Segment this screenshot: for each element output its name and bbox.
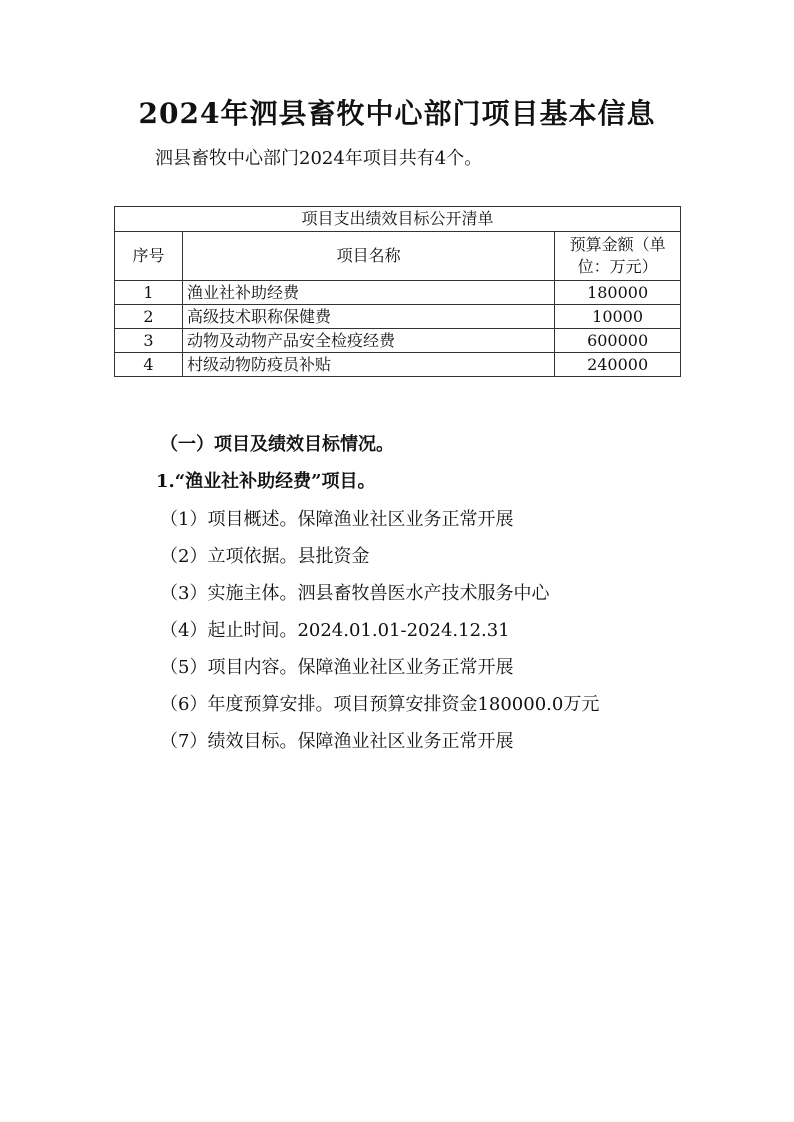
table-row <box>115 329 681 353</box>
row-no: 1 <box>115 281 183 305</box>
table-row <box>115 353 681 377</box>
row-name: 动物及动物产品安全检疫经费 <box>182 329 554 353</box>
row-name: 村级动物防疫员补贴 <box>182 353 554 377</box>
row-amount: 600000 <box>555 329 681 353</box>
project-item: （6）年度预算安排。项目预算安排资金180000.0万元 <box>160 694 600 715</box>
project-item: （3）实施主体。泗县畜牧兽医水产技术服务中心 <box>160 583 550 604</box>
header-no: 序号 <box>115 232 183 281</box>
project-item: （1）项目概述。保障渔业社区业务正常开展 <box>160 509 514 530</box>
project-item: （2）立项依据。县批资金 <box>160 546 370 567</box>
row-amount: 10000 <box>555 305 681 329</box>
page-title: 2024年泗县畜牧中心部门项目基本信息 <box>138 97 656 130</box>
project-item: （4）起止时间。2024.01.01-2024.12.31 <box>160 620 510 641</box>
project-item: （7）绩效目标。保障渔业社区业务正常开展 <box>160 731 514 752</box>
project-item: （5）项目内容。保障渔业社区业务正常开展 <box>160 657 514 678</box>
table-row <box>115 281 681 305</box>
table-row <box>115 305 681 329</box>
project-table <box>114 206 681 377</box>
row-amount: 180000 <box>555 281 681 305</box>
table-caption: 项目支出绩效目标公开清单 <box>115 207 681 232</box>
header-amount: 预算金额（单位：万元） <box>555 232 681 281</box>
row-amount: 240000 <box>555 353 681 377</box>
header-name: 项目名称 <box>182 232 554 281</box>
row-no: 3 <box>115 329 183 353</box>
section-heading: （一）项目及绩效目标情况。 <box>160 434 394 455</box>
row-no: 2 <box>115 305 183 329</box>
intro-text: 泗县畜牧中心部门2024年项目共有4个。 <box>155 148 483 169</box>
row-no: 4 <box>115 353 183 377</box>
project-subheading: 1.“渔业社补助经费”项目。 <box>156 471 376 492</box>
row-name: 渔业社补助经费 <box>182 281 554 305</box>
row-name: 高级技术职称保健费 <box>182 305 554 329</box>
